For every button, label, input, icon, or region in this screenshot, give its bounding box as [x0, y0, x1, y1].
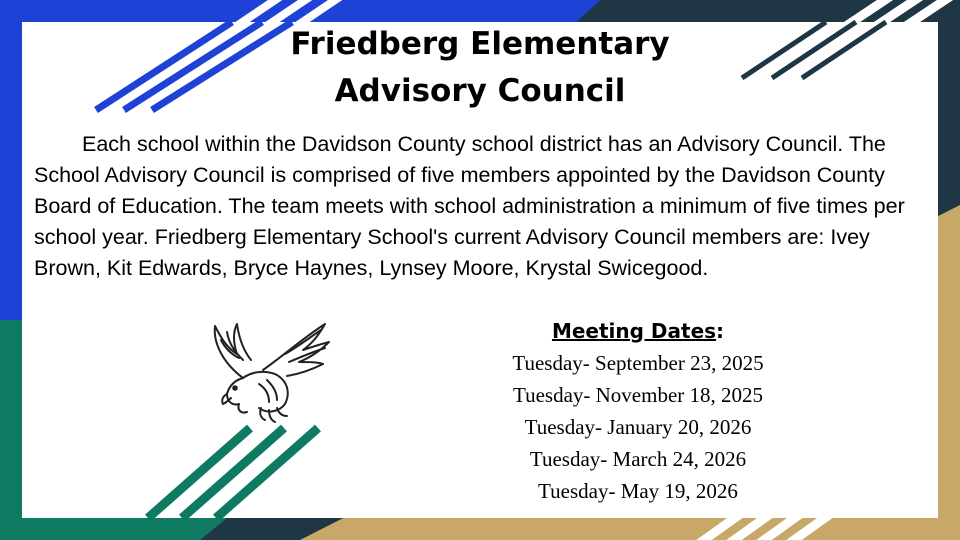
meeting-date: Tuesday- January 20, 2026	[524, 415, 752, 439]
meeting-dates-heading-colon: :	[716, 319, 725, 343]
meeting-date: Tuesday- May 19, 2026	[538, 479, 738, 503]
title-line-2: Advisory Council	[334, 73, 626, 109]
card-teal-stripes	[148, 428, 318, 518]
meeting-dates-heading	[476, 319, 800, 343]
meeting-date: Tuesday- March 24, 2026	[529, 447, 747, 471]
council-description-text: Each school within the Davidson County school district has an Advisory Council. The School Advisory Council is comprised of five members appointed by the Davidson County Board of Education. The team meets with school administration a minimum of five times per school year. Friedberg Elementary School's current Advisory Council members are: Ivey Brown, Kit Edwards, Bryce Haynes, Lynsey Moore, Krystal Swicegood.	[34, 132, 905, 280]
eagle-icon	[203, 318, 338, 428]
meeting-date: Tuesday- September 23, 2025	[512, 351, 764, 375]
council-description	[34, 129, 934, 284]
meeting-dates-list	[476, 347, 800, 507]
meeting-date: Tuesday- November 18, 2025	[512, 383, 764, 407]
title-line-1: Friedberg Elementary	[290, 26, 670, 62]
meeting-dates-heading-text: Meeting Dates	[551, 319, 717, 343]
